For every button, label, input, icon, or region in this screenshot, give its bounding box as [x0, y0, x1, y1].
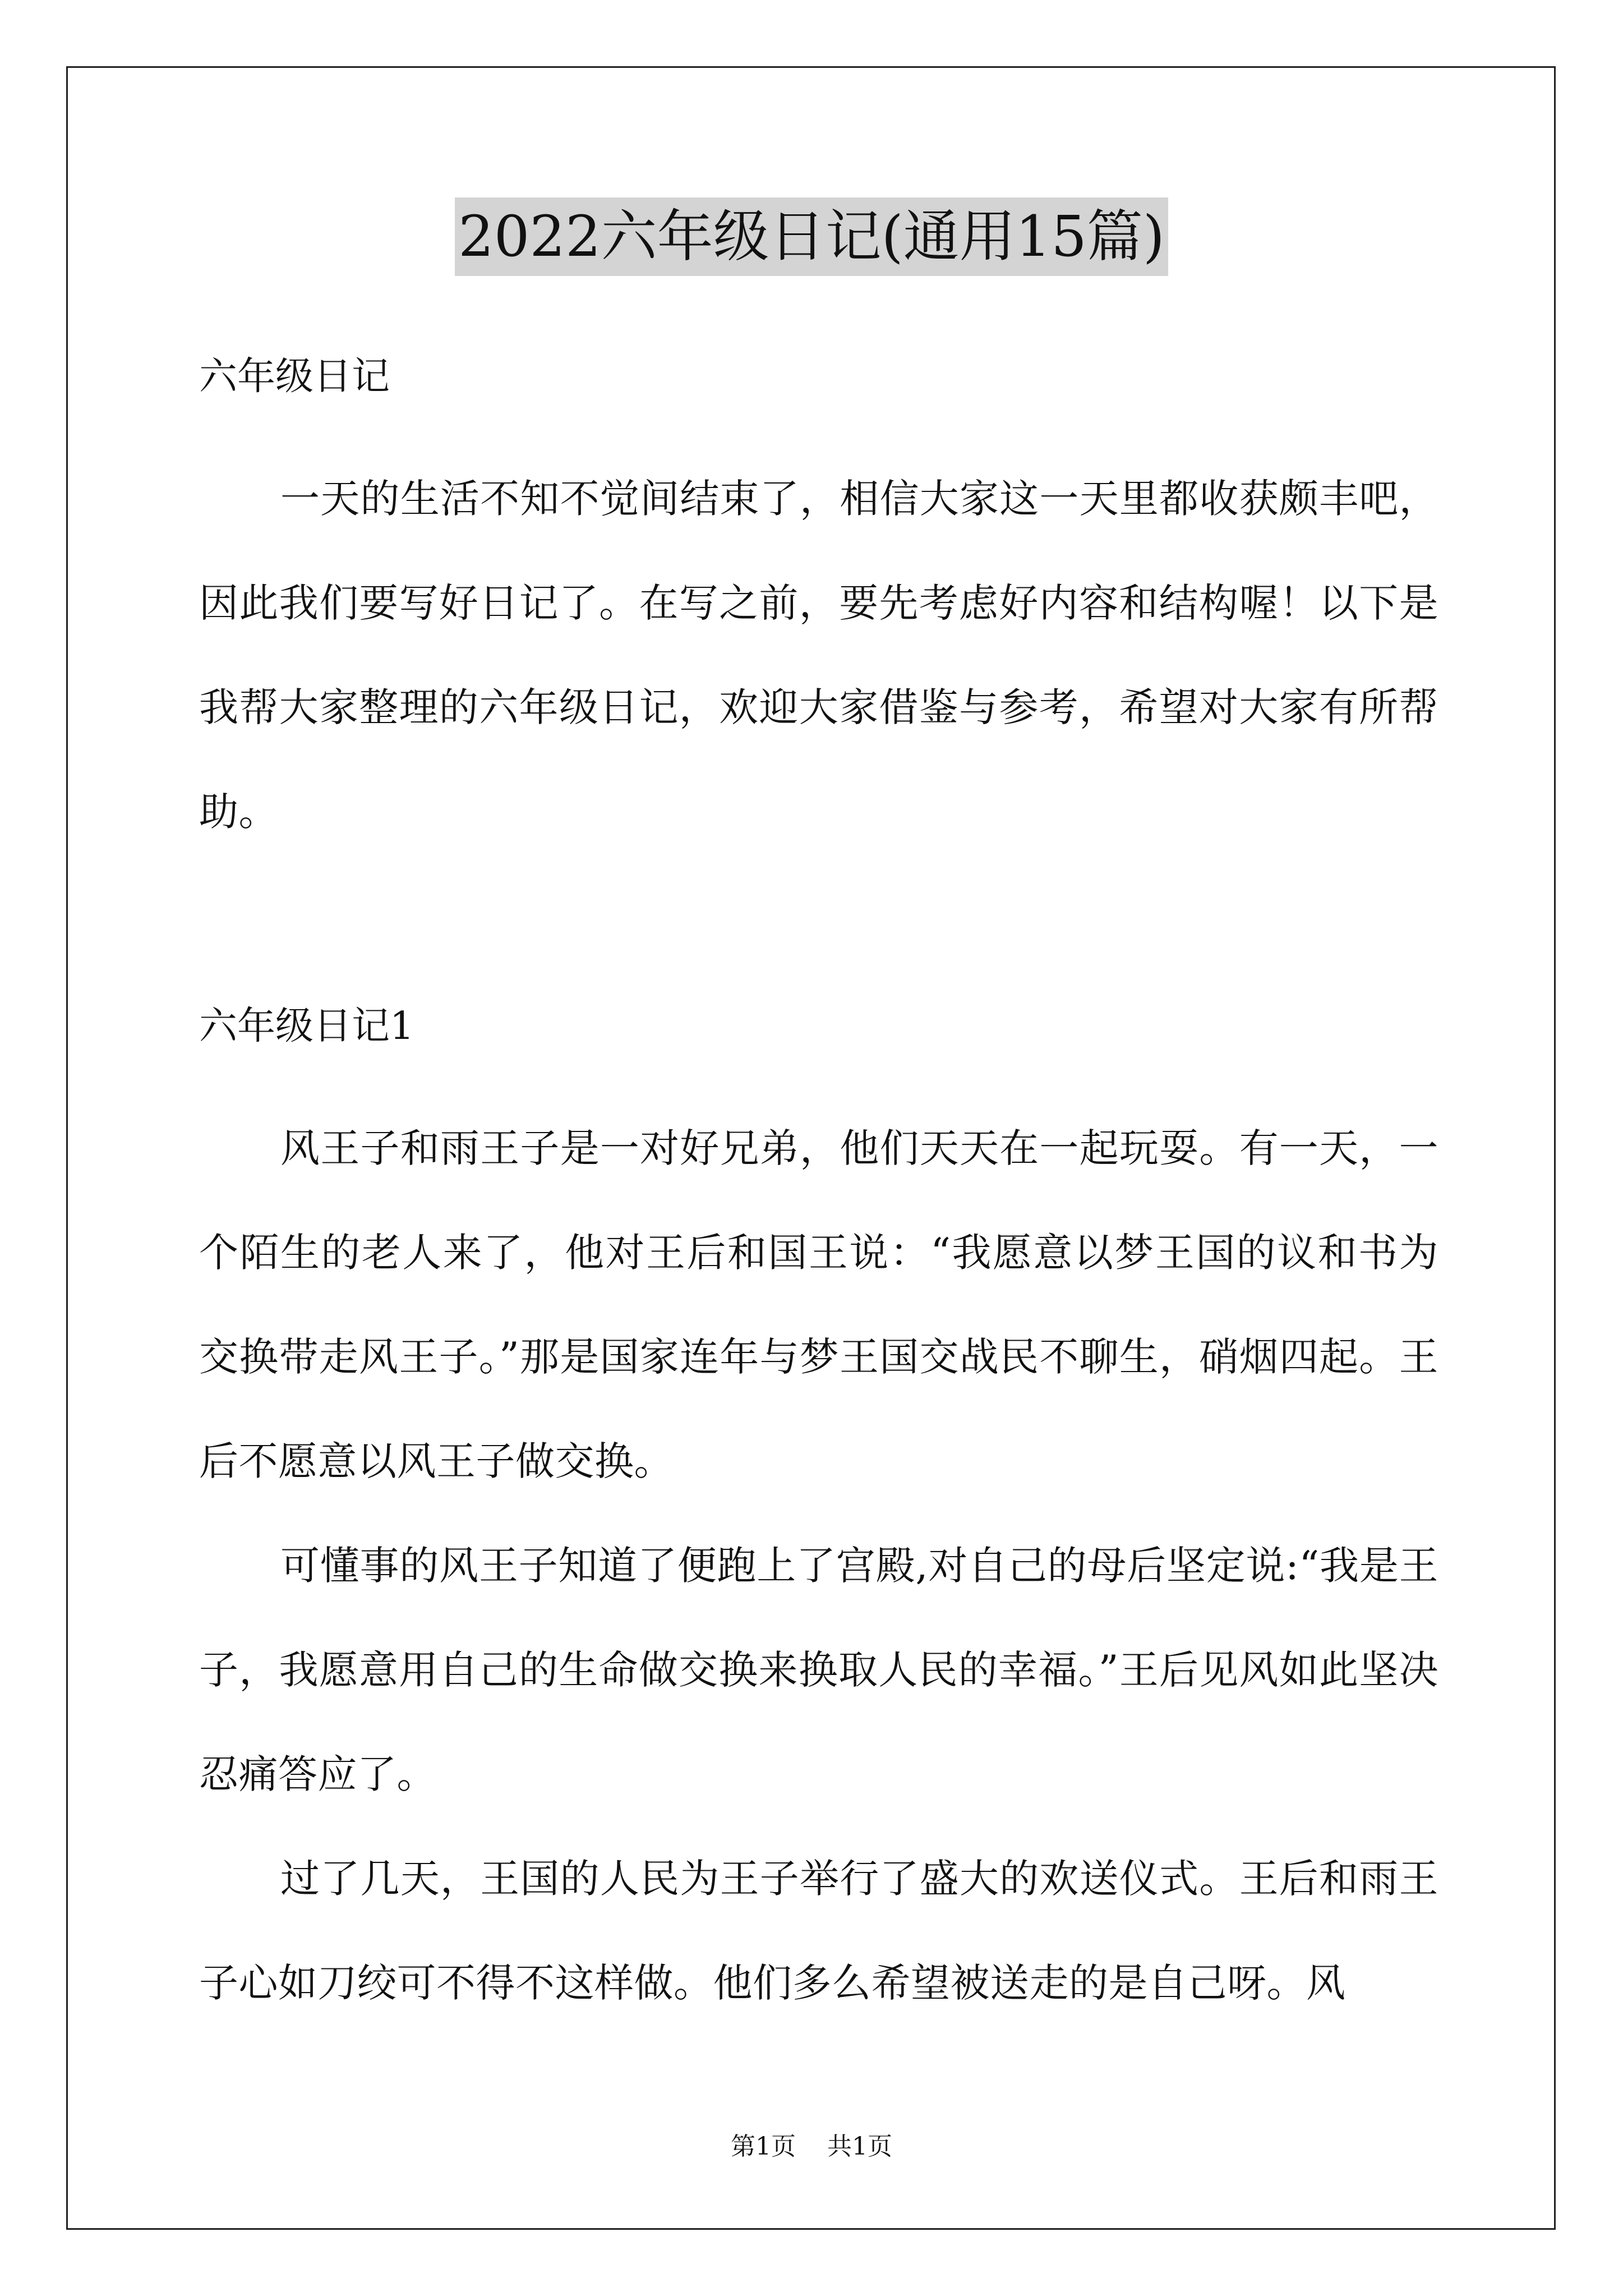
document-title: 2022六年级日记(通用15篇): [455, 197, 1168, 276]
section-paragraph-3: 过了几天，王国的人民为王子举行了盛大的欢送仪式。王后和雨王子心如刀绞可不得不这样做。他们多么希望被送走的是自己呀。风: [199, 1856, 1438, 2006]
document-body: [199, 349, 1438, 2035]
intro-paragraph: 一天的生活不知不觉间结束了，相信大家这一天里都收获颇丰吧，因此我们要写好日记了。在写之前，要先考虑好内容和结构喔！以下是我帮大家整理的六年级日记，欢迎大家借鉴与参考，希望对大家有所帮助。: [199, 476, 1438, 835]
section-paragraph-1: 风王子和雨王子是一对好兄弟，他们天天在一起玩耍。有一天，一个陌生的老人来了，他对王后和国王说：“我愿意以梦王国的议和书为交换带走风王子。”那是国家连年与梦王国交战民不聊生，硝烟四起。王后不愿意以风王子做交换。: [199, 1125, 1438, 1484]
page-footer: 第1页 共1页: [731, 2132, 892, 2161]
spacer: [199, 864, 1438, 999]
title-container: [0, 197, 1623, 276]
section-paragraph-2: 可懂事的风王子知道了便跑上了宫殿,对自己的母后坚定说:“我是王子，我愿意用自己的生命做交换来换取人民的幸福。”王后见风如此坚决忍痛答应了。: [199, 1543, 1438, 1797]
spacer: [199, 405, 1438, 447]
spacer: [199, 1055, 1438, 1096]
intro-heading: 六年级日记: [199, 355, 390, 399]
section-heading: 六年级日记1: [199, 1004, 414, 1048]
